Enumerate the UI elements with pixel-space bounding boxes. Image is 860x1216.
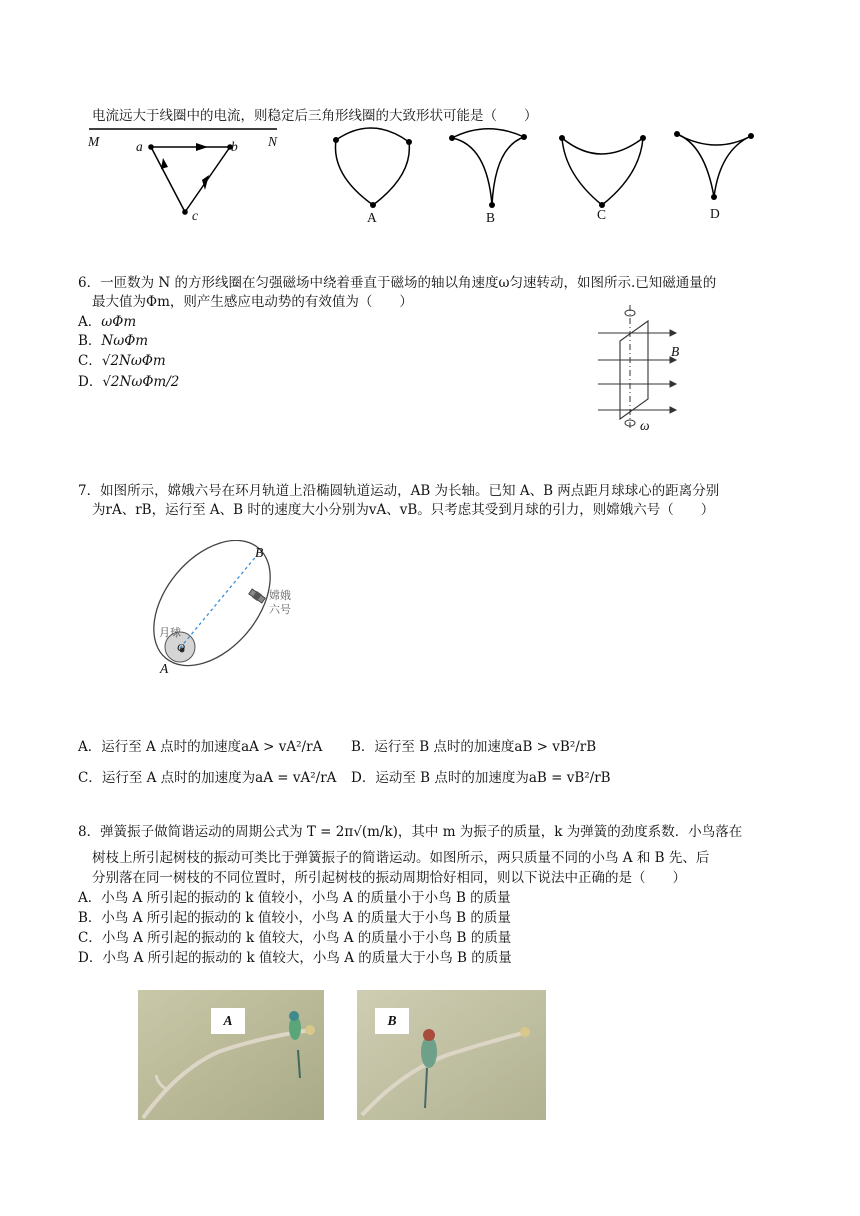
- q6-option-a: A．ωΦm: [78, 314, 137, 330]
- q5-wire-triangle-figure: [84, 122, 284, 227]
- q8-option-a: A．小鸟 A 所引起的振动的 k 值较小，小鸟 A 的质量小于小鸟 B 的质量: [78, 890, 511, 906]
- bird-b-label: B: [387, 1013, 397, 1028]
- q7-stem-line2: 为rA、rB，运行至 A、B 时的速度大小分别为vA、vB。只考虑其受到月球的引力，则嫦娥六号（ ）: [92, 502, 715, 518]
- q8-option-c: C．小鸟 A 所引起的振动的 k 值较大，小鸟 A 的质量小于小鸟 B 的质量: [78, 930, 512, 946]
- q7-option-a: A．运行至 A 点时的加速度aA > vA²/rA: [78, 739, 323, 755]
- q6-option-b: B．NωΦm: [78, 333, 149, 349]
- label-probe-2: 六号: [269, 603, 291, 616]
- q6-option-d: D．√2NωΦm/2: [78, 374, 180, 390]
- label-c: c: [192, 208, 198, 223]
- label-orbit-b: B: [255, 545, 264, 560]
- q7-stem-line1: 7．如图所示，嫦娥六号在环月轨道上沿椭圆轨道运动，AB 为长轴。已知 A、B 两点距月球球心的距离分别: [78, 483, 720, 499]
- q6-stem-line2: 最大值为Φm，则产生感应电动势的有效值为（ ）: [92, 294, 413, 310]
- bird-a-label-box: [211, 1008, 245, 1034]
- label-field-b: B: [671, 344, 680, 359]
- q8-stem-line3: 分别落在同一树枝的不同位置时，所引起树枝的振动周期恰好相同，则以下说法中正确的是（ ）: [92, 870, 686, 886]
- label-moon-center: O: [177, 642, 185, 654]
- q7-option-c: C．运行至 A 点时的加速度为aA = vA²/rA: [78, 770, 337, 786]
- label-m: M: [88, 134, 100, 149]
- q6-stem-line1: 6．一匝数为 N 的方形线圈在匀强磁场中绕着垂直于磁场的轴以角速度ω匀速转动，如图所示.已知磁通量的: [78, 275, 717, 291]
- label-b: b: [231, 139, 238, 154]
- q7-option-b: B．运行至 B 点时的加速度aB > vB²/rB: [351, 739, 597, 755]
- option-c-label: C: [597, 207, 607, 222]
- q8-stem-line1: 8．弹簧振子做简谐运动的周期公式为 T = 2π√(m/k)，其中 m 为振子的质量，k 为弹簧的劲度系数．小鸟落在: [78, 824, 743, 840]
- label-moon: 月球: [159, 626, 181, 639]
- option-a-label: A: [367, 210, 377, 225]
- q7-option-d: D．运动至 B 点时的加速度为aB = vB²/rB: [351, 770, 611, 786]
- q5-stem: 电流远大于线圈中的电流，则稳定后三角形线圈的大致形状可能是（ ）: [92, 108, 538, 124]
- bird-a-label: A: [223, 1013, 233, 1028]
- label-n: N: [268, 134, 278, 149]
- q8-option-d: D．小鸟 A 所引起的振动的 k 值较大，小鸟 A 的质量大于小鸟 B 的质量: [78, 950, 512, 966]
- option-d-label: D: [710, 206, 720, 221]
- label-omega: ω: [640, 418, 650, 433]
- q7-orbit-figure: [150, 540, 320, 675]
- label-orbit-a: A: [160, 661, 169, 676]
- bird-a-photo: [138, 990, 324, 1120]
- label-a: a: [136, 139, 143, 154]
- q8-stem-line2: 树枝上所引起树枝的振动可类比于弹簧振子的简谐运动。如图所示，两只质量不同的小鸟 A 和 B 先、后: [92, 850, 710, 866]
- q8-option-b: B．小鸟 A 所引起的振动的 k 值较小，小鸟 A 的质量大于小鸟 B 的质量: [78, 910, 511, 926]
- option-b-label: B: [486, 210, 496, 225]
- label-probe-1: 嫦娥: [269, 589, 291, 602]
- bird-b-photo: [357, 990, 546, 1120]
- q5-option-shapes: [325, 125, 765, 215]
- q6-coil-field-figure: [590, 303, 700, 433]
- bird-b-label-box: [375, 1008, 409, 1034]
- q6-option-c: C．√2NωΦm: [78, 353, 166, 369]
